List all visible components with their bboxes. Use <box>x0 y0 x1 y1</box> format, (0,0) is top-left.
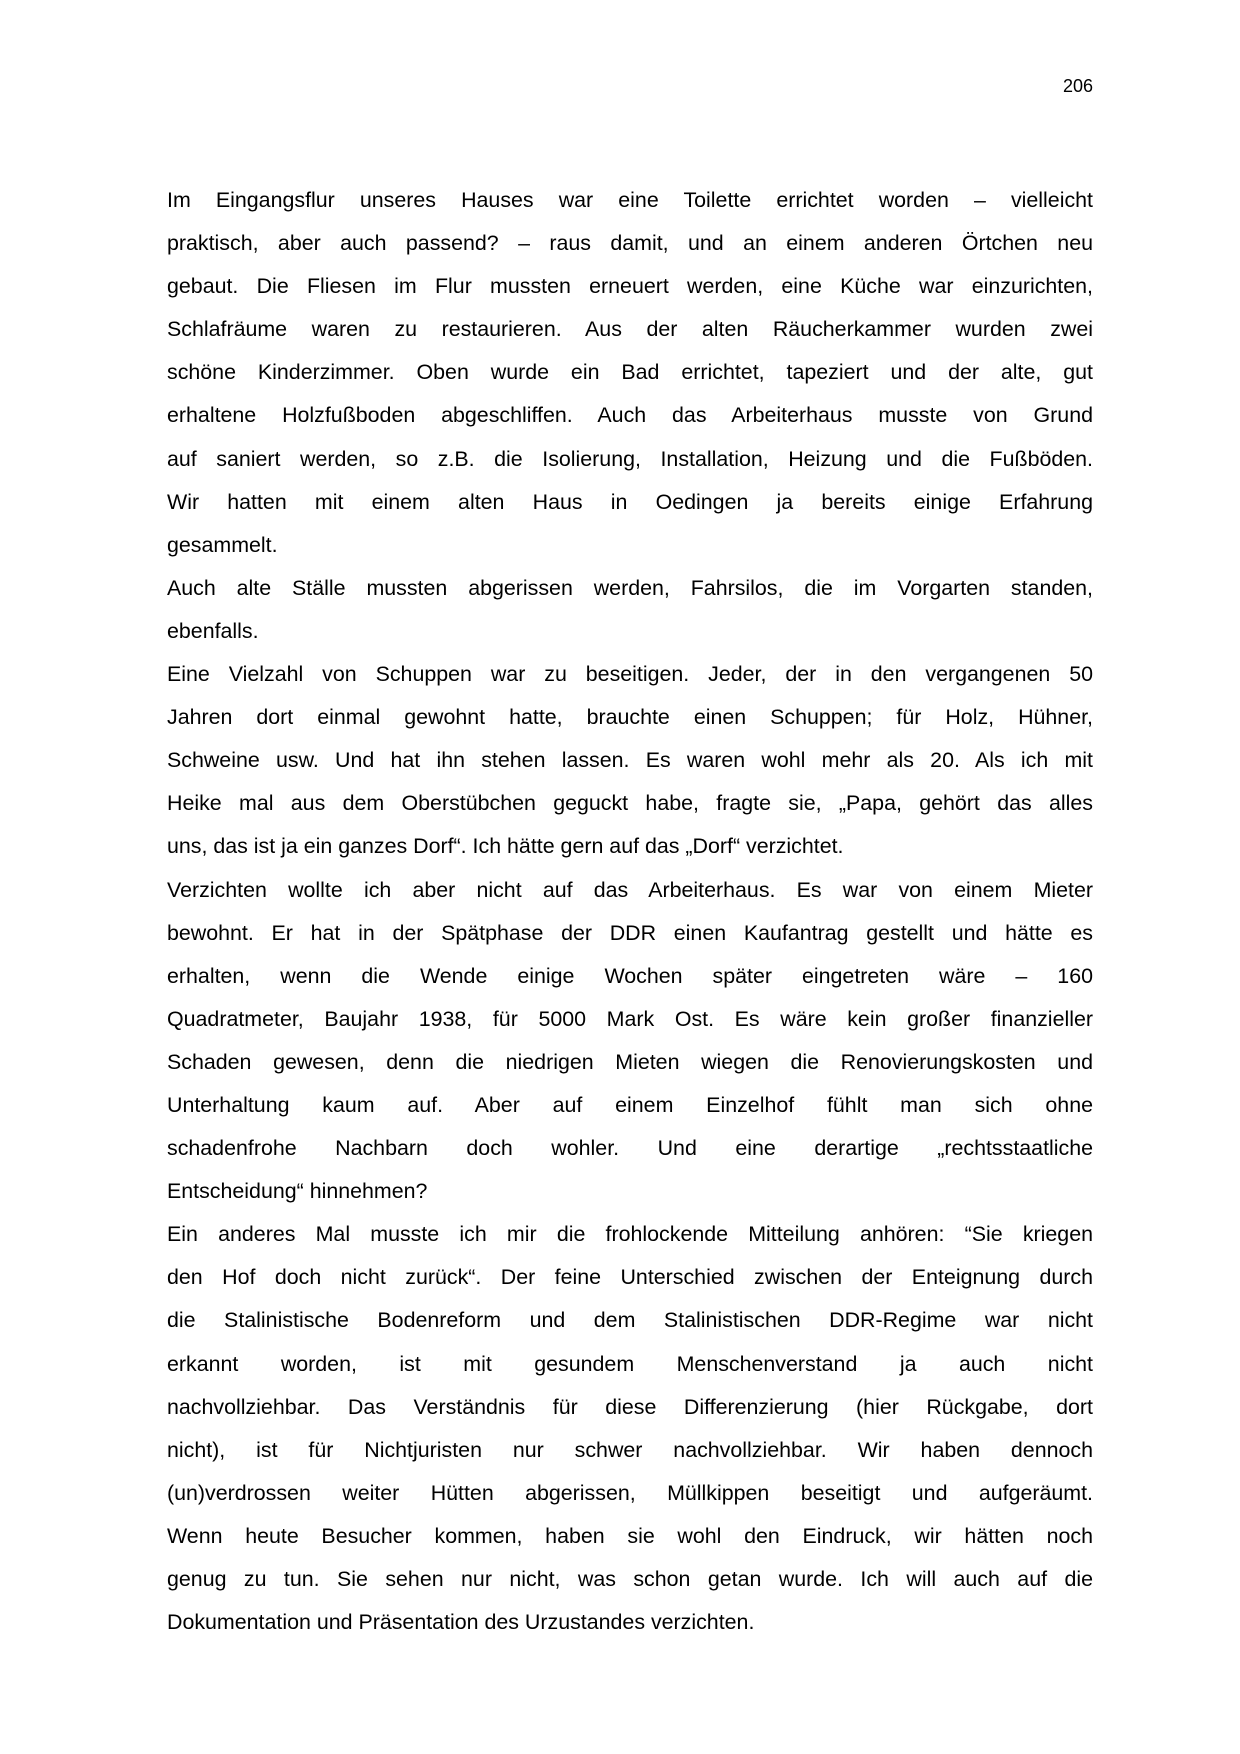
text-line: auf saniert werden, so z.B. die Isolierung, Installation, Heizung und die Fußböden. <box>167 446 1093 471</box>
text-line: Entscheidung“ hinnehmen? <box>167 1179 428 1204</box>
text-line: Schweine usw. Und hat ihn stehen lassen. Es waren wohl mehr als 20. Als ich mit <box>167 748 1093 773</box>
text-line: Quadratmeter, Baujahr 1938, für 5000 Mark Ost. Es wäre kein großer finanzieller <box>167 1006 1093 1031</box>
text-line: genug zu tun. Sie sehen nur nicht, was schon getan wurde. Ich will auch auf die <box>167 1567 1093 1591</box>
text-line: Schlafräume waren zu restaurieren. Aus der alten Räucherkammer wurden zwei <box>167 317 1093 342</box>
text-line: Unterhaltung kaum auf. Aber auf einem Einzelhof fühlt man sich ohne <box>167 1092 1093 1117</box>
text-line: Schaden gewesen, denn die niedrigen Mieten wiegen die Renovierungskosten und <box>167 1049 1093 1074</box>
text-line: Dokumentation und Präsentation des Urzustandes verzichten. <box>167 1610 755 1635</box>
text-line: nachvollziehbar. Das Verständnis für diese Differenzierung (hier Rückgabe, dort <box>167 1394 1093 1419</box>
text-line: Wir hatten mit einem alten Haus in Oedingen ja bereits einige Erfahrung <box>167 489 1093 514</box>
text-line: Heike mal aus dem Oberstübchen geguckt habe, fragte sie, „Papa, gehört das alles <box>167 791 1093 816</box>
text-line: (un)verdrossen weiter Hütten abgerissen, Müllkippen beseitigt und aufgeräumt. <box>167 1480 1093 1505</box>
text-line: Im Eingangsflur unseres Hauses war eine Toilette errichtet worden – vielleicht <box>167 188 1093 212</box>
text-line: Ein anderes Mal musste ich mir die frohlockende Mitteilung anhören: “Sie kriegen <box>167 1222 1093 1247</box>
text-line: schöne Kinderzimmer. Oben wurde ein Bad errichtet, tapeziert und der alte, gut <box>167 360 1093 385</box>
text-line: Jahren dort einmal gewohnt hatte, brauchte einen Schuppen; für Holz, Hühner, <box>167 705 1093 730</box>
text-line: uns, das ist ja ein ganzes Dorf“. Ich hätte gern auf das „Dorf“ verzichtet. <box>167 834 844 859</box>
text-line: erhaltene Holzfußboden abgeschliffen. Auch das Arbeiterhaus musste von Grund <box>167 403 1093 428</box>
body-text <box>167 179 1093 1644</box>
text-line: ebenfalls. <box>167 618 259 643</box>
text-line: Auch alte Ställe mussten abgerissen werden, Fahrsilos, die im Vorgarten standen, <box>167 575 1093 600</box>
text-line: den Hof doch nicht zurück“. Der feine Unterschied zwischen der Enteignung durch <box>167 1265 1093 1290</box>
text-line: schadenfrohe Nachbarn doch wohler. Und eine derartige „rechtsstaatliche <box>167 1136 1093 1161</box>
text-line: erkannt worden, ist mit gesundem Menschenverstand ja auch nicht <box>167 1351 1093 1376</box>
text-line: gesammelt. <box>167 532 278 557</box>
text-line: nicht), ist für Nichtjuristen nur schwer nachvollziehbar. Wir haben dennoch <box>167 1437 1093 1462</box>
text-line: gebaut. Die Fliesen im Flur mussten erneuert werden, eine Küche war einzurichten, <box>167 274 1093 299</box>
text-line: die Stalinistische Bodenreform und dem Stalinistischen DDR-Regime war nicht <box>167 1308 1093 1333</box>
text-line: Wenn heute Besucher kommen, haben sie wohl den Eindruck, wir hätten noch <box>167 1523 1093 1548</box>
text-line: erhalten, wenn die Wende einige Wochen später eingetreten wäre – 160 <box>167 963 1093 988</box>
text-line: Verzichten wollte ich aber nicht auf das Arbeiterhaus. Es war von einem Mieter <box>167 877 1093 902</box>
text-line: bewohnt. Er hat in der Spätphase der DDR einen Kaufantrag gestellt und hätte es <box>167 920 1093 945</box>
page-number: 206 <box>1062 76 1093 96</box>
text-line: praktisch, aber auch passend? – raus damit, und an einem anderen Örtchen neu <box>167 231 1093 256</box>
text-line: Eine Vielzahl von Schuppen war zu beseitigen. Jeder, der in den vergangenen 50 <box>167 662 1093 687</box>
